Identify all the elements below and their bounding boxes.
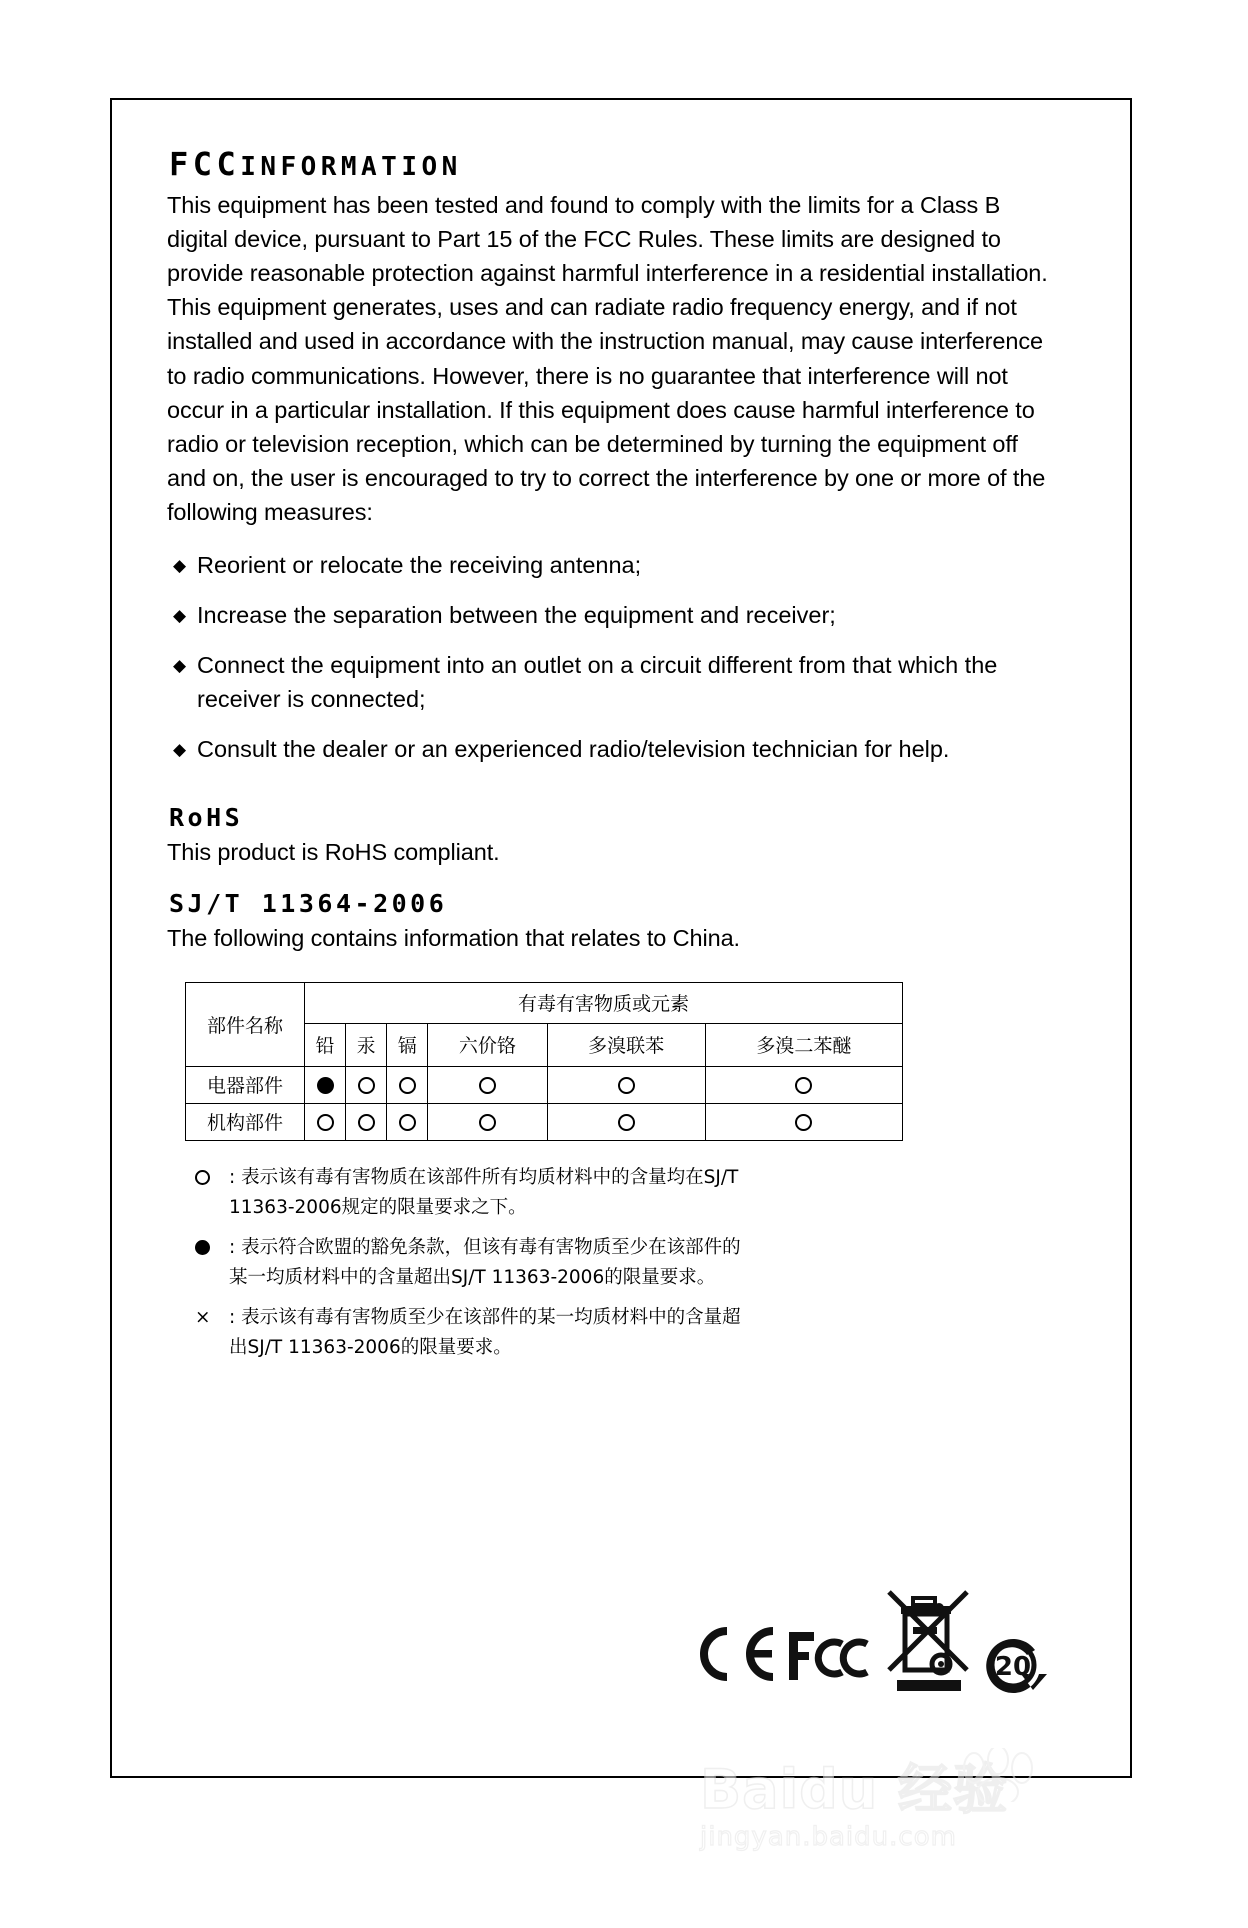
table-header-substance: 六价铬 — [428, 1023, 547, 1066]
filled-circle-icon — [317, 1077, 334, 1094]
list-item — [167, 548, 1057, 582]
open-circle-icon — [399, 1114, 416, 1131]
table-cell-mark — [346, 1066, 387, 1103]
epup-20-svg — [977, 1630, 1051, 1700]
legend-text-line2: 11363-2006规定的限量要求之下。 — [229, 1196, 527, 1218]
fcc-heading-acronym: FCC — [169, 145, 241, 183]
sjt-heading: SJ/T 11364-2006 — [169, 889, 448, 919]
diamond-bullet-icon: ◆ — [173, 605, 187, 625]
open-circle-icon — [358, 1114, 375, 1131]
fcc-heading — [169, 145, 1057, 183]
table-cell-mark — [346, 1103, 387, 1140]
rohs-heading: RoHS — [169, 802, 244, 832]
hazardous-substances-table-wrapper — [185, 982, 903, 1141]
hazardous-substances-table — [185, 982, 903, 1141]
open-circle-icon — [618, 1114, 635, 1131]
fcc-heading-word: INFORMATION — [240, 152, 462, 182]
legend-text-line2: 某一均质材料中的含量超出SJ/T 11363-2006的限量要求。 — [229, 1266, 716, 1288]
certification-logos — [687, 1570, 1047, 1720]
table-cell-mark — [705, 1066, 902, 1103]
document-content — [167, 145, 1057, 1373]
table-cell-mark — [705, 1103, 902, 1140]
watermark-main-text: Baidu 经验 — [700, 1758, 1009, 1821]
sjt-body-paragraph: The following contains information that relates to China. — [167, 925, 740, 952]
open-circle-icon — [479, 1077, 496, 1094]
table-header-substance: 多溴二苯醚 — [705, 1023, 902, 1066]
list-item-text: Increase the separation between the equipment and receiver; — [197, 601, 836, 628]
section-spacer — [167, 783, 1057, 805]
rohs-body-paragraph: This product is RoHS compliant. — [167, 838, 500, 865]
list-item — [167, 732, 1057, 766]
legend-entry-cross — [195, 1303, 935, 1363]
open-circle-icon — [618, 1077, 635, 1094]
table-header-substance: 铅 — [305, 1023, 346, 1066]
list-item — [167, 648, 1057, 716]
table-cell-mark — [547, 1066, 705, 1103]
filled-circle-icon — [195, 1233, 225, 1263]
table-header-substances-group: 有毒有害物质或元素 — [305, 982, 903, 1023]
legend-text-line2: 出SJ/T 11363-2006的限量要求。 — [229, 1336, 512, 1358]
list-item-text: Reorient or relocate the receiving antenna; — [197, 551, 642, 578]
table-cell-mark — [305, 1103, 346, 1140]
open-circle-icon — [479, 1114, 496, 1131]
section-spacer — [167, 869, 1057, 891]
table-header-substance: 汞 — [346, 1023, 387, 1066]
table-row-label: 机构部件 — [186, 1103, 305, 1140]
epup-20-years-icon — [977, 1630, 1051, 1705]
table-legend — [195, 1163, 935, 1363]
weee-bin-icon — [883, 1570, 975, 1700]
ce-mark-svg — [687, 1625, 779, 1683]
table-cell-mark — [428, 1103, 547, 1140]
diamond-bullet-icon: ◆ — [173, 555, 187, 575]
table-header-substance: 镉 — [387, 1023, 428, 1066]
list-item — [167, 598, 1057, 632]
list-item-text: Consult the dealer or an experienced radio/television technician for help. — [197, 736, 950, 763]
ce-mark-icon — [687, 1625, 779, 1688]
legend-entry-open-circle — [195, 1163, 935, 1223]
table-row-label: 电器部件 — [186, 1066, 305, 1103]
open-circle-icon — [195, 1163, 225, 1193]
open-circle-icon — [317, 1114, 334, 1131]
page-border-frame — [110, 98, 1132, 1778]
list-item-text: Connect the equipment into an outlet on a circuit different from that which the receiver is connected; — [197, 652, 998, 713]
open-circle-icon — [795, 1077, 812, 1094]
fcc-mark-svg — [787, 1628, 871, 1684]
table-cell-mark — [547, 1103, 705, 1140]
table-cell-mark — [428, 1066, 547, 1103]
weee-bin-svg — [883, 1570, 975, 1695]
table-cell-mark — [387, 1103, 428, 1140]
watermark-sub-text: jingyan.baidu.com — [700, 1822, 957, 1852]
diamond-bullet-icon: ◆ — [173, 656, 187, 676]
open-circle-icon — [399, 1077, 416, 1094]
table-cell-mark — [387, 1066, 428, 1103]
table-header-part-name: 部件名称 — [186, 982, 305, 1066]
open-circle-icon — [795, 1114, 812, 1131]
open-circle-icon — [358, 1077, 375, 1094]
table-row — [186, 1066, 903, 1103]
baidu-jingyan-watermark — [700, 1760, 1120, 1890]
table-row — [186, 1103, 903, 1140]
fcc-body-paragraph: This equipment has been tested and found to comply with the limits for a Class B digital device, pursuant to Part 15 of the FCC Rules. These limits are designed to provide reasonable protection against harmful interference in a residential installation. This equipment generates, uses and can radiate radio frequency energy, and if not installed and used in accordance with the instruction manual, may cause interference to radio communications. However, there is no guarantee that interference will not occur in a particular installation. If this equipment does cause harmful interference to radio or television reception, which can be determined by turning the equipment off and on, the user is encouraged to try to correct the interference by one or more of the following measures: — [167, 191, 1048, 526]
diamond-bullet-icon: ◆ — [173, 740, 187, 760]
epup-years-label: 20 — [994, 1652, 1032, 1682]
legend-text-line1: : 表示符合欧盟的豁免条款，但该有毒有害物质至少在该部件的 — [229, 1236, 741, 1258]
table-header-row-group — [186, 982, 903, 1023]
legend-text-line1: : 表示该有毒有害物质至少在该部件的某一均质材料中的含量超 — [229, 1306, 741, 1328]
fcc-mark-icon — [787, 1628, 871, 1689]
fcc-measures-list — [167, 548, 1057, 767]
cross-mark-icon: × — [195, 1306, 211, 1328]
legend-text-line1: : 表示该有毒有害物质在该部件所有均质材料中的含量均在SJ/T — [229, 1166, 739, 1188]
table-cell-mark — [305, 1066, 346, 1103]
table-header-substance: 多溴联苯 — [547, 1023, 705, 1066]
legend-entry-filled-circle — [195, 1233, 935, 1293]
